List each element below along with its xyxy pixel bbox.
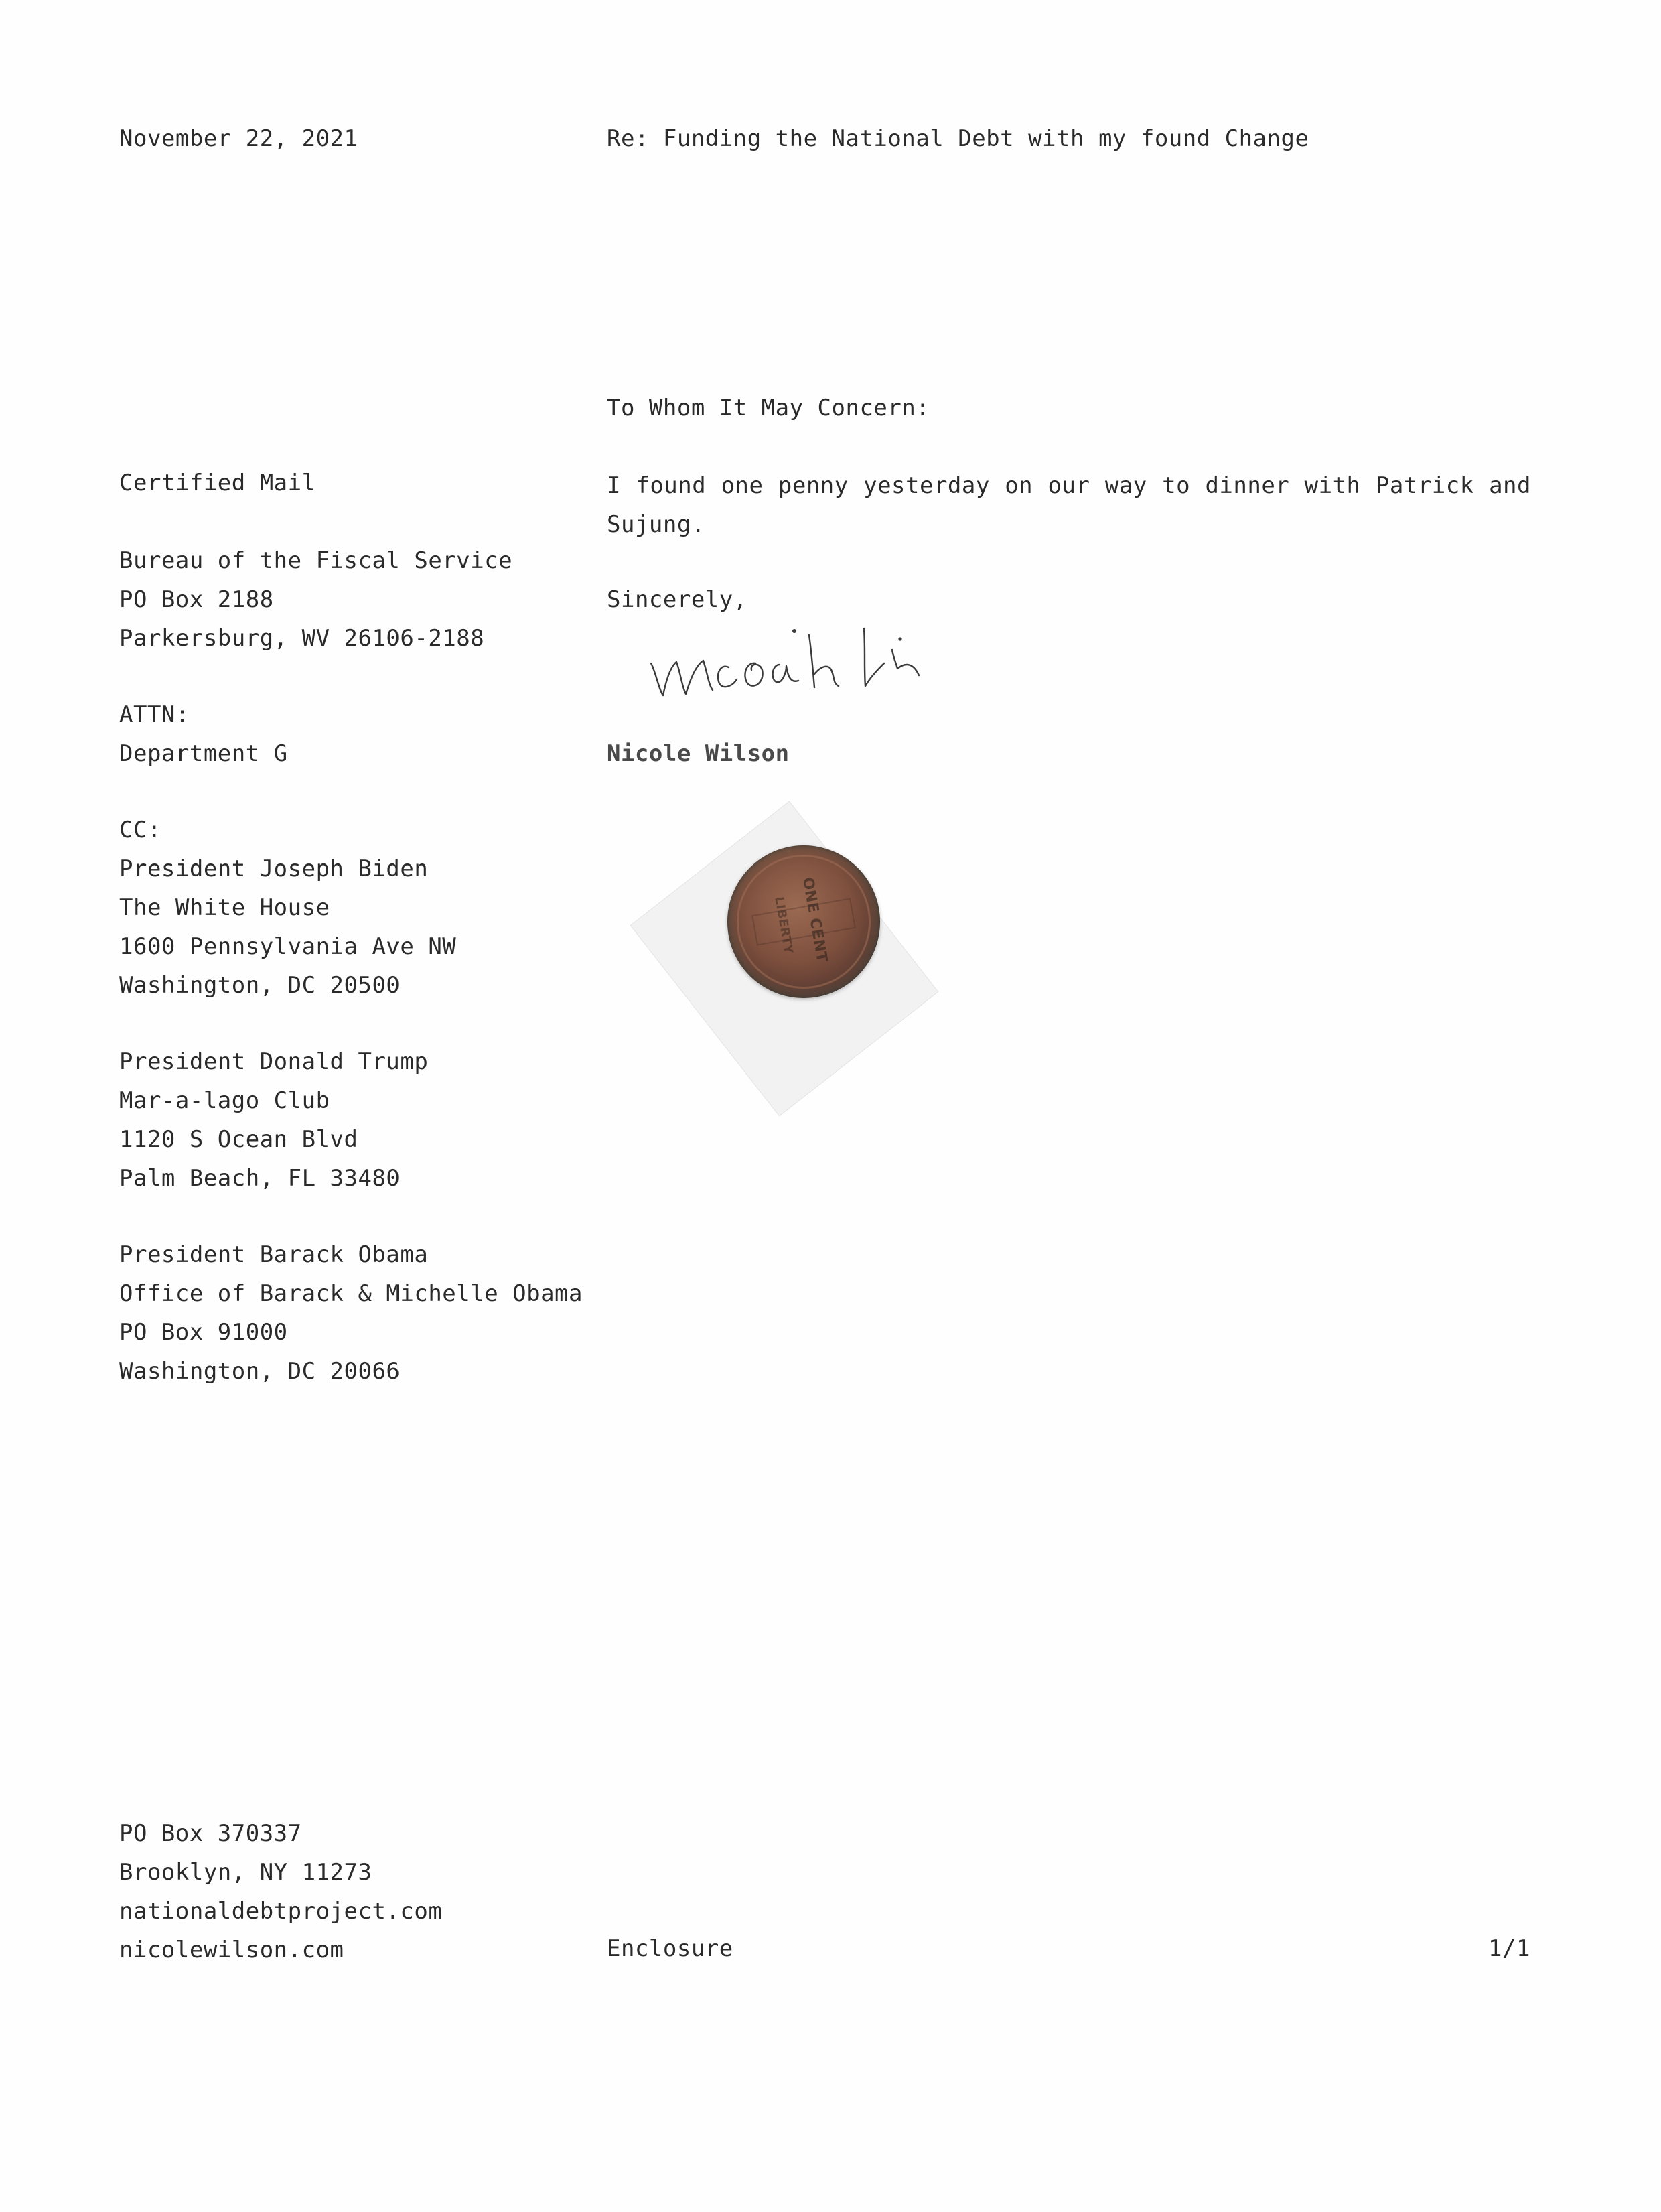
cc-line: Palm Beach, FL 33480 [119,1165,401,1192]
cc-line: 1600 Pennsylvania Ave NW [119,933,457,960]
penny-coin [727,845,880,998]
handwritten-signature [643,616,964,710]
cc-line: The White House [119,894,330,921]
signature-name: Nicole Wilson [607,740,790,767]
letter-subject: Re: Funding the National Debt with my found Change [607,125,1309,152]
attn-label: ATTN: [119,701,190,728]
mail-type: Certified Mail [119,470,316,496]
salutation: To Whom It May Concern: [607,395,930,421]
page-number: 1/1 [1488,1935,1530,1962]
cc-block-biden [119,811,456,1005]
sender-line: nicolewilson.com [119,1937,344,1963]
coin-text-liberty: LIBERTY [772,896,796,955]
taped-penny [630,790,978,1085]
cc-block-obama [119,1235,583,1391]
sender-info [119,1814,442,1969]
sender-line: PO Box 370337 [119,1820,302,1847]
coin-inscription [727,845,880,998]
sender-line: nationaldebtproject.com [119,1898,443,1925]
cc-line: 1120 S Ocean Blvd [119,1126,358,1153]
attention-block [119,695,288,773]
cc-block-trump [119,1042,428,1198]
letter-body: I found one penny yesterday on our way to dinner with Patrick and Sujung. [607,472,1531,538]
cc-line: President Donald Trump [119,1048,429,1075]
enclosure-label: Enclosure [607,1935,733,1962]
address-line: PO Box 2188 [119,586,274,613]
cc-line: Mar-a-lago Club [119,1087,330,1114]
cc-label: CC: [119,817,161,843]
cc-line: Office of Barack & Michelle Obama [119,1280,583,1307]
sender-line: Brooklyn, NY 11273 [119,1859,372,1886]
cc-line: President Joseph Biden [119,855,429,882]
coin-text-one-cent: ONE CENT [798,876,830,964]
main-address [119,541,512,658]
closing: Sincerely, [607,586,747,613]
address-line: Bureau of the Fiscal Service [119,547,513,574]
attn-department: Department G [119,740,288,767]
address-line: Parkersburg, WV 26106-2188 [119,625,485,652]
cc-line: PO Box 91000 [119,1319,288,1346]
cc-line: President Barack Obama [119,1241,429,1268]
letter-date: November 22, 2021 [119,125,358,152]
cc-line: Washington, DC 20066 [119,1358,401,1385]
cc-line: Washington, DC 20500 [119,972,401,999]
